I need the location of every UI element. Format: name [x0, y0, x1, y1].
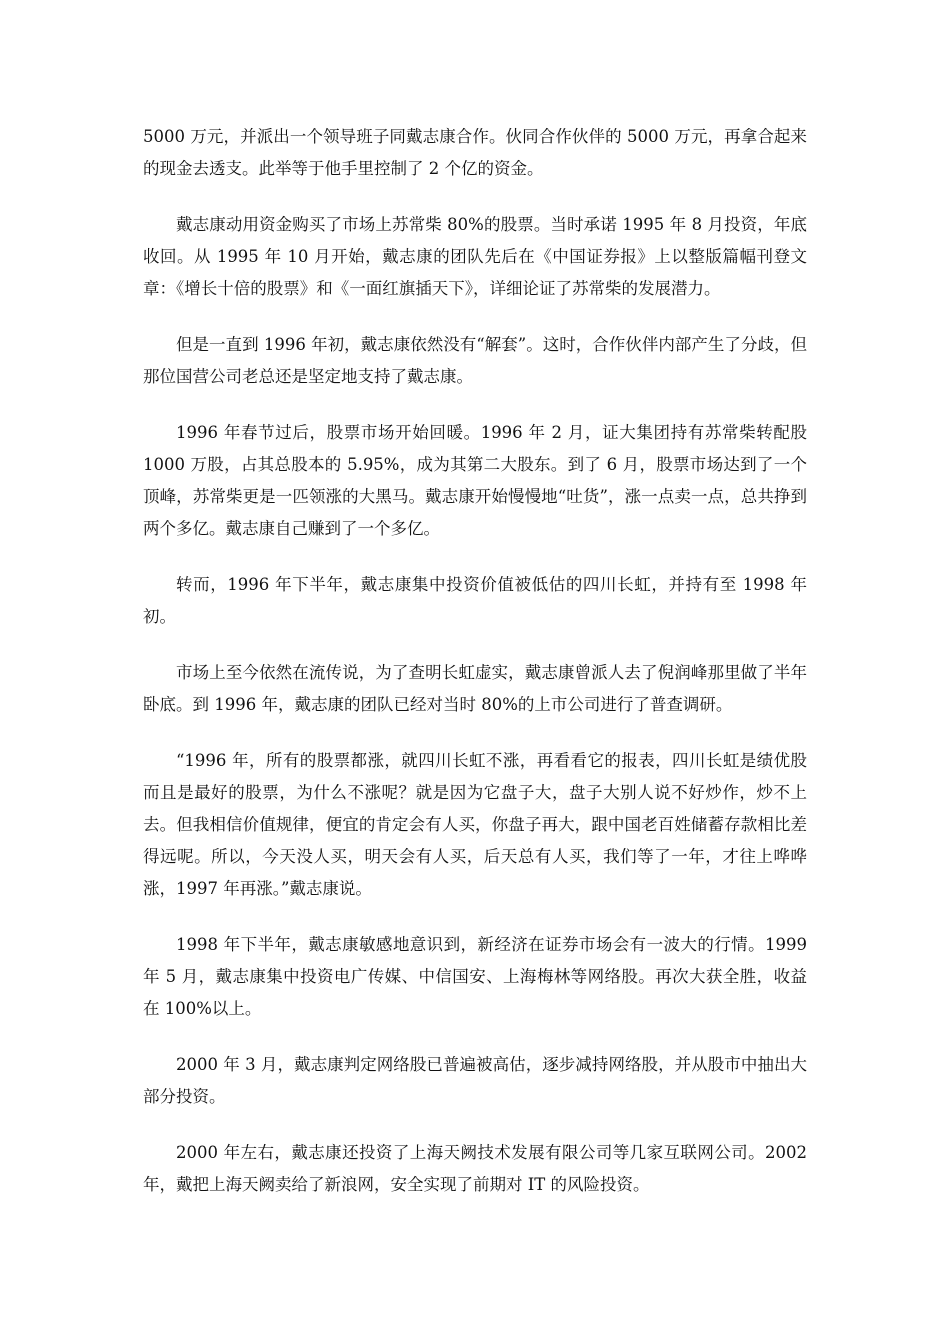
paragraph-9: 2000 年 3 月，戴志康判定网络股已普遍被高估，逐步减持网络股，并从股市中抽出大部分投资。: [143, 1055, 807, 1106]
paragraph-7-quote: “1996 年，所有的股票都涨，就四川长虹不涨，再看看它的报表，四川长虹是绩优股而且是最好的股票，为什么不涨呢？就是因为它盘子大，盘子大别人说不好炒作，炒不上去。但我相信价值规律，便宜的肯定会有人买，你盘子再大，跟中国老百姓储蓄存款相比差得远呢。所以，今天没人买，明天会有人买，后天总有人买，我们等了一年，才往上哗哗涨，1997 年再涨。”戴志康说。: [143, 751, 807, 898]
paragraph-1: 5000 万元，并派出一个领导班子同戴志康合作。伙同合作伙伴的 5000 万元，再拿合起来的现金去透支。此举等于他手里控制了 2 个亿的资金。: [143, 127, 807, 178]
paragraph-10: 2000 年左右，戴志康还投资了上海天阙技术发展有限公司等几家互联网公司。2002 年，戴把上海天阙卖给了新浪网，安全实现了前期对 IT 的风险投资。: [143, 1143, 807, 1194]
paragraph-3: 但是一直到 1996 年初，戴志康依然没有“解套”。这时，合作伙伴内部产生了分歧，但那位国营公司老总还是坚定地支持了戴志康。: [143, 335, 807, 386]
paragraph-4: 1996 年春节过后，股票市场开始回暖。1996 年 2 月，证大集团持有苏常柴转配股 1000 万股，占其总股本的 5.95%，成为其第二大股东。到了 6 月，股票市场达到了一个顶峰，苏常柴更是一匹领涨的大黑马。戴志康开始慢慢地“吐货”，涨一点卖一点，总共挣到两个多亿。戴志康自己赚到了一个多亿。: [143, 423, 807, 538]
paragraph-2: 戴志康动用资金购买了市场上苏常柴 80%的股票。当时承诺 1995 年 8 月投资，年底收回。从 1995 年 10 月开始，戴志康的团队先后在《中国证券报》上以整版篇幅刊登文章：《增长十倍的股票》和《一面红旗插天下》，详细论证了苏常柴的发展潜力。: [143, 215, 807, 298]
paragraph-8: 1998 年下半年，戴志康敏感地意识到，新经济在证券市场会有一波大的行情。1999 年 5 月，戴志康集中投资电广传媒、中信国安、上海梅林等网络股。再次大获全胜，收益在 100%以上。: [143, 935, 807, 1018]
document-body: [143, 121, 807, 1225]
paragraph-5: 转而，1996 年下半年，戴志康集中投资价值被低估的四川长虹，并持有至 1998 年初。: [143, 575, 807, 626]
paragraph-6: 市场上至今依然在流传说，为了查明长虹虚实，戴志康曾派人去了倪润峰那里做了半年卧底。到 1996 年，戴志康的团队已经对当时 80%的上市公司进行了普查调研。: [143, 663, 807, 714]
